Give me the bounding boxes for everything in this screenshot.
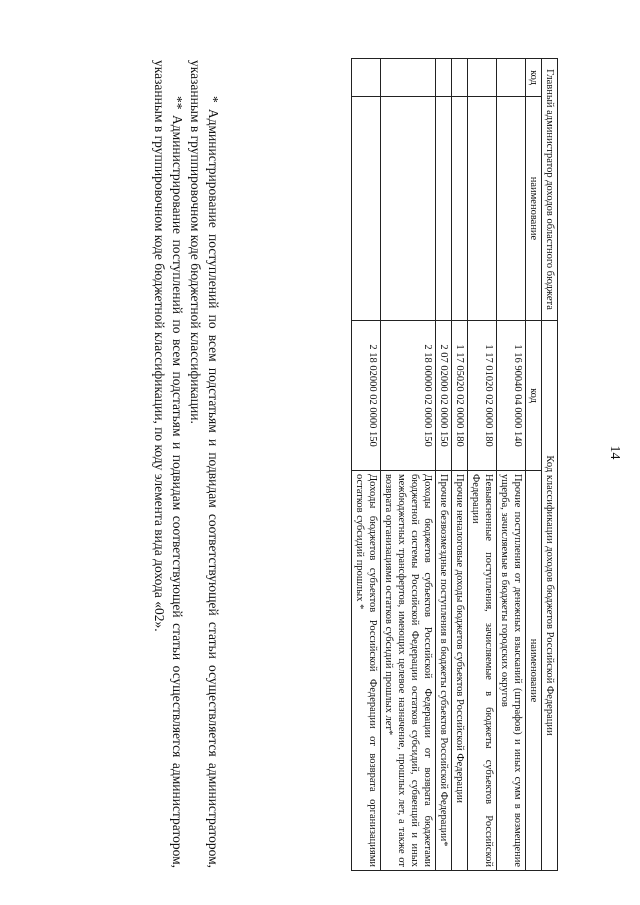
table-row: [352, 59, 381, 871]
admin-name-cell: [452, 97, 468, 321]
page-number: 14: [607, 445, 622, 460]
footnote-single-asterisk: * Администрирование поступлений по всем подстатьям и подвидам соответствующей статьи осуществляется администратором, указанным в группировочном коде бюджетной классификации.: [188, 60, 221, 868]
classification-group-header: Код классификации доходов бюджетов Российской Федерации: [542, 321, 558, 871]
kbk-name-cell: Прочие поступления от денежных взысканий (штрафов) и иных сумм в возмещение ущерба, зачисляемые в бюджеты городских округов: [497, 471, 526, 871]
table-header-row: [542, 59, 558, 871]
kbk-name-header: наименование: [526, 471, 542, 871]
admin-code-cell: [381, 59, 436, 97]
footnotes: [150, 60, 222, 868]
admin-code-cell: [452, 59, 468, 97]
admin-code-cell: [468, 59, 497, 97]
admin-group-header: Главный администратор доходов областного бюджета: [542, 59, 558, 321]
kbk-name-cell: Доходы бюджетов субъектов Российской Федерации от возврата бюджетами бюджетной системы Российской Федерации остатков субсидий, субвенций и иных межбюджетных трансфертов, имеющих целевое назначение, прошлых лет, а также от возврата организациями остатков субсидий прошлых лет*: [381, 471, 436, 871]
kbk-name-cell: Прочие безвозмездные поступления в бюджеты субъектов Российской Федерации*: [436, 471, 452, 871]
admin-code-header: код: [526, 59, 542, 97]
kbk-code-cell: 1 16 90040 04 0000 140: [497, 321, 526, 471]
admin-code-cell: [436, 59, 452, 97]
table-row: [468, 59, 497, 871]
table-subheader-row: [526, 59, 542, 871]
table-row: [497, 59, 526, 871]
admin-name-cell: [468, 97, 497, 321]
admin-name-cell: [497, 97, 526, 321]
admin-name-header: наименование: [526, 97, 542, 321]
table-row: [452, 59, 468, 871]
kbk-code-cell: 2 18 00000 02 0000 150: [381, 321, 436, 471]
footnote-double-asterisk: ** Администрирование поступлений по всем подстатьям и подвидам соответствующей статьи осуществляется администратором, указанным в группировочном коде бюджетной классификации, по коду элемента вида дохода «02».: [152, 60, 185, 868]
admin-name-cell: [381, 97, 436, 321]
admin-name-cell: [352, 97, 381, 321]
table-row: [436, 59, 452, 871]
kbk-code-header: код: [526, 321, 542, 471]
kbk-code-cell: 1 17 05020 02 0000 180: [452, 321, 468, 471]
admin-code-cell: [352, 59, 381, 97]
kbk-code-cell: 1 17 01020 02 0000 180: [468, 321, 497, 471]
kbk-name-cell: Доходы бюджетов субъектов Российской Федерации от возврата организациями остатков субсидий прошлых *: [352, 471, 381, 871]
kbk-name-cell: Прочие неналоговые доходы бюджетов субъектов Российской Федерации: [452, 471, 468, 871]
kbk-code-cell: 2 07 02000 02 0000 150: [436, 321, 452, 471]
kbk-code-cell: 2 18 02000 02 0000 150: [352, 321, 381, 471]
admin-name-cell: [436, 97, 452, 321]
table-row: [381, 59, 436, 871]
kbk-name-cell: Невыясненные поступления, зачисляемые в бюджеты субъектов Российской Федерации: [468, 471, 497, 871]
income-classification-table: [351, 58, 558, 871]
admin-code-cell: [497, 59, 526, 97]
